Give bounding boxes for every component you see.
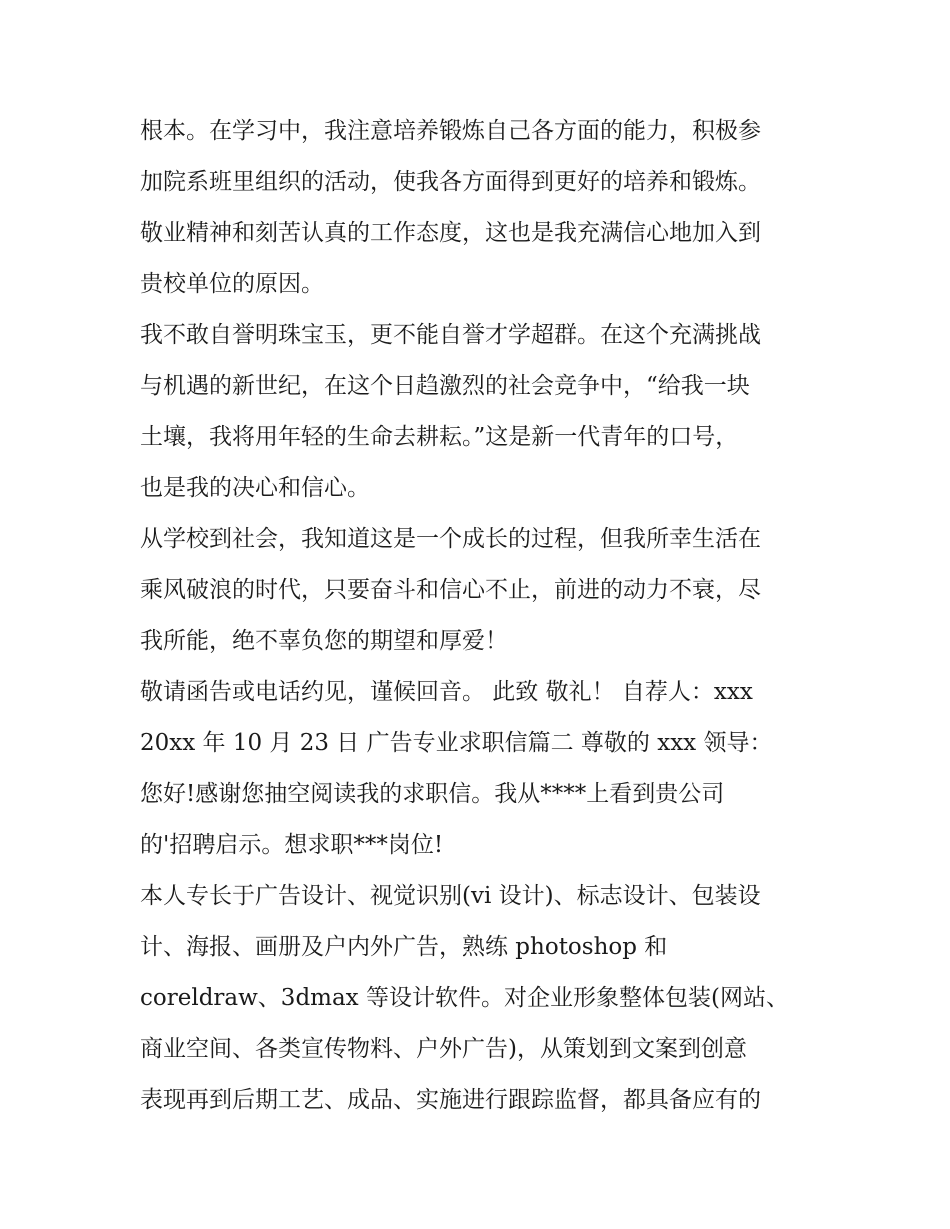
text-line: 本人专长于广告设计、视觉识别(vi 设计)、标志设计、包装设	[140, 883, 761, 909]
text-line: 我不敢自誉明珠宝玉，更不能自誉才学超群。在这个充满挑战	[140, 322, 761, 348]
text-line: 敬业精神和刻苦认真的工作态度，这也是我充满信心地加入到	[140, 220, 761, 246]
text-line: 表现再到后期工艺、成品、实施进行跟踪监督，都具备应有的	[140, 1087, 761, 1113]
text-line: 也是我的决心和信心。	[140, 475, 370, 501]
text-line: 加院系班里组织的活动，使我各方面得到更好的培养和锻炼。	[140, 169, 761, 195]
text-line: 的'招聘启示。想求职***岗位!	[140, 832, 444, 858]
text-line: 与机遇的新世纪，在这个日趋激烈的社会竞争中，“给我一块	[140, 373, 750, 399]
text-line: 我所能，绝不辜负您的期望和厚爱！	[140, 628, 508, 654]
text-line: 商业空间、各类宣传物料、户外广告)，从策划到文案到创意	[140, 1036, 747, 1062]
text-line: 敬请函告或电话约见，谨候回音。 此致 敬礼！ 自荐人：xxx	[140, 679, 753, 705]
text-line: coreldraw、3dmax 等设计软件。对企业形象整体包装(网站、	[140, 985, 789, 1011]
text-line: 土壤，我将用年轻的生命去耕耘。”这是新一代青年的口号，	[140, 424, 739, 450]
text-line: 您好!感谢您抽空阅读我的求职信。我从****上看到贵公司	[140, 781, 725, 807]
text-line: 20xx 年 10 月 23 日 广告专业求职信篇二 尊敬的 xxx 领导：	[140, 730, 773, 756]
text-line: 乘风破浪的时代，只要奋斗和信心不止，前进的动力不衰，尽	[140, 577, 761, 603]
text-line: 计、海报、画册及户内外广告，熟练 photoshop 和	[140, 934, 668, 960]
document-body	[140, 106, 830, 1126]
text-line: 根本。在学习中，我注意培养锻炼自己各方面的能力，积极参	[140, 118, 761, 144]
text-line: 从学校到社会，我知道这是一个成长的过程，但我所幸生活在	[140, 526, 761, 552]
text-line: 贵校单位的原因。	[140, 271, 324, 297]
